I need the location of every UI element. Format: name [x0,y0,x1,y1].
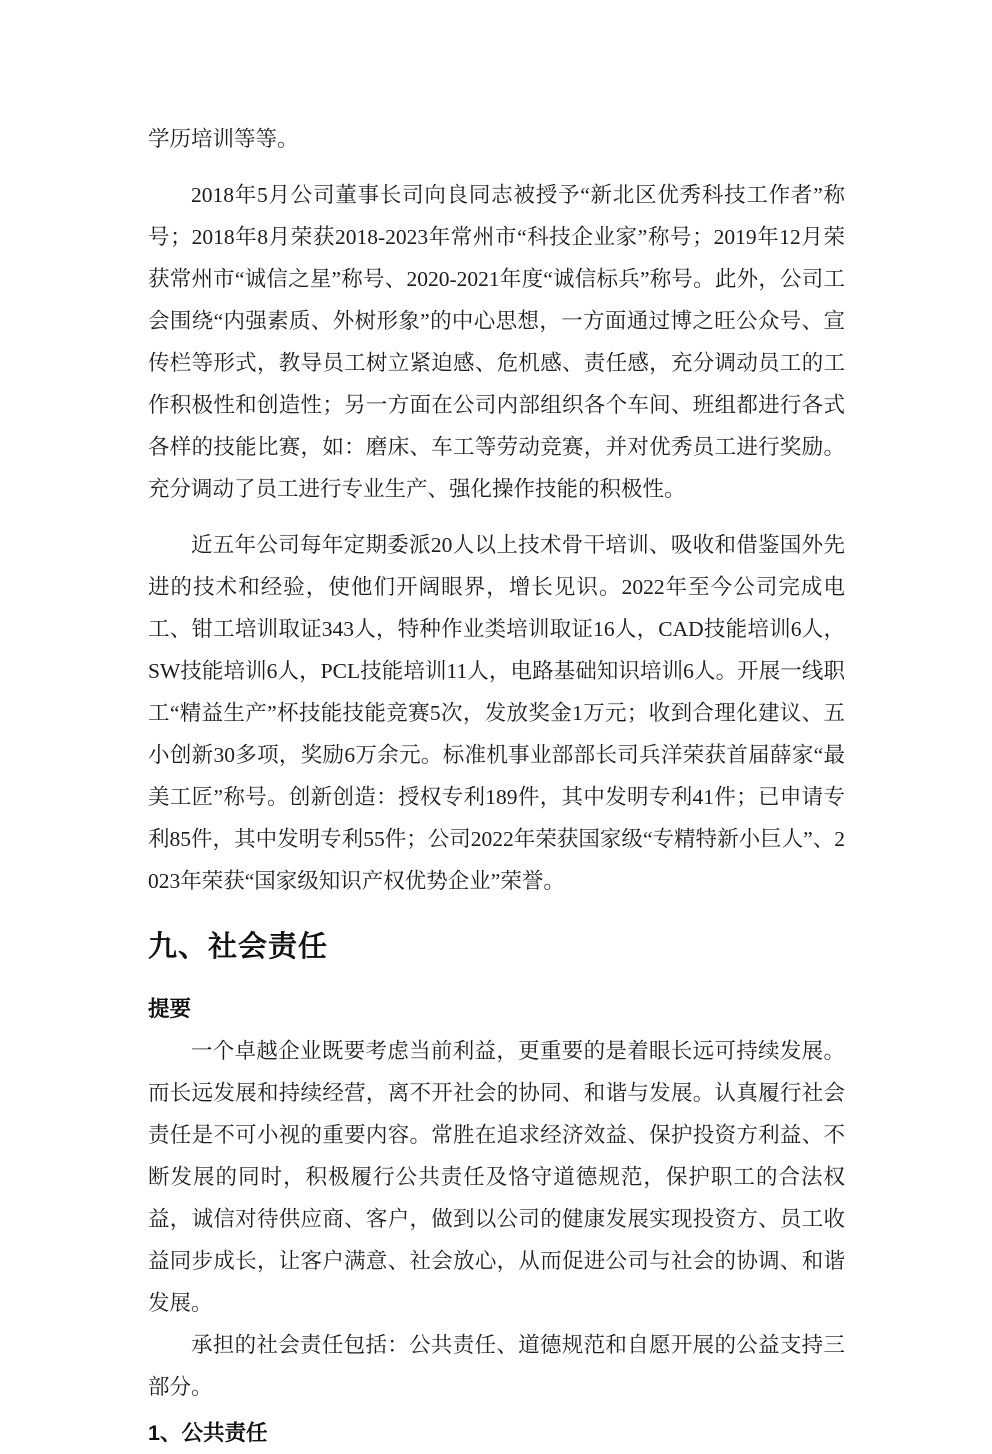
summary-label: 提要 [148,997,192,1021]
subsection-heading: 1、公共责任 [148,1421,268,1445]
section-heading: 九、社会责任 [148,931,329,963]
summary-paragraph: 一个卓越企业既要考虑当前利益，更重要的是着眼长远可持续发展。而长远发展和持续经营，离不开社会的协同、和谐与发展。认真履行社会责任是不可小视的重要内容。常胜在追求经济效益、保护投资方利益、不断发展的同时，积极履行公共责任及恪守道德规范，保护职工的合法权益，诚信对待供应商、客户，做到以公司的健康发展实现投资方、员工收益同步成长，让客户满意、社会放心，从而促进公司与社会的协调、和谐发展。 [148,1039,845,1315]
continuation-paragraph: 学历培训等等。 [148,127,299,151]
scope-paragraph: 承担的社会责任包括：公共责任、道德规范和自愿开展的公益支持三部分。 [148,1333,845,1399]
training-paragraph: 近五年公司每年定期委派20人以上技术骨干培训、吸收和借鉴国外先进的技术和经验，使他们开阔眼界，增长见识。2022年至今公司完成电工、钳工培训取证343人，特种作业类培训取证16人，CAD技能培训6人，SW技能培训6人，PCL技能培训11人，电路基础知识培训6人。开展一线职工“精益生产”杯技能技能竞赛5次，发放奖金1万元；收到合理化建议、五小创新30多项，奖励6万余元。标准机事业部部长司兵洋荣获首届薛家“最美工匠”称号。创新创造：授权专利189件，其中发明专利41件；已申请专利85件，其中发明专利55件；公司2022年荣获国家级“专精特新小巨人”、2023年荣获“国家级知识产权优势企业”荣誉。 [148,533,845,893]
awards-paragraph: 2018年5月公司董事长司向良同志被授予“新北区优秀科技工作者”称号；2018年8月荣获2018-2023年常州市“科技企业家”称号；2019年12月荣获常州市“诚信之星”称号、2020-2021年度“诚信标兵”称号。此外，公司工会围绕“内强素质、外树形象”的中心思想，一方面通过博之旺公众号、宣传栏等形式，教导员工树立紧迫感、危机感、责任感，充分调动员工的工作积极性和创造性；另一方面在公司内部组织各个车间、班组都进行各式各样的技能比赛，如：磨床、车工等劳动竞赛，并对优秀员工进行奖励。充分调动了员工进行专业生产、强化操作技能的积极性。 [148,183,845,501]
